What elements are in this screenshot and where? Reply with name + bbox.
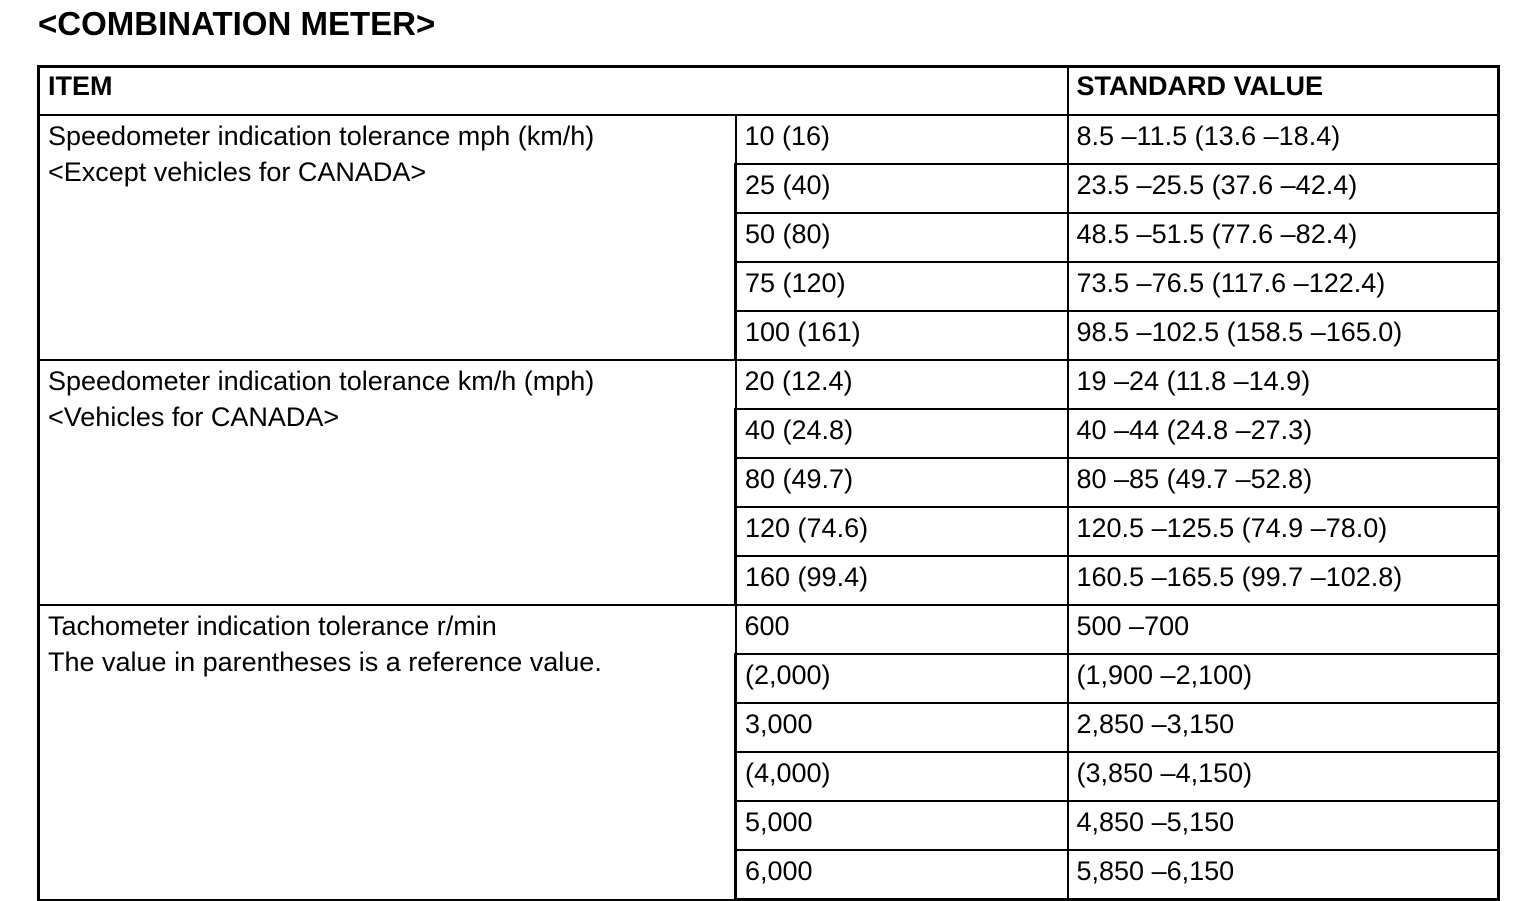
standard-value-cell: (3,850 –4,150) (1068, 752, 1499, 801)
standard-value-cell: 2,850 –3,150 (1068, 703, 1499, 752)
condition-cell: 80 (49.7) (736, 458, 1068, 507)
item-description-line: The value in parentheses is a reference value. (48, 647, 602, 677)
table-header-row (39, 67, 1499, 116)
standard-value-cell: 5,850 –6,150 (1068, 850, 1499, 900)
item-description-line: <Except vehicles for CANADA> (48, 157, 427, 187)
item-description-line: Speedometer indication tolerance km/h (mph) (48, 366, 595, 396)
condition-cell: 10 (16) (736, 115, 1068, 164)
condition-cell: 160 (99.4) (736, 556, 1068, 605)
condition-cell: 25 (40) (736, 164, 1068, 213)
item-description-cell (39, 605, 736, 900)
table-row (39, 605, 1499, 654)
condition-cell: 40 (24.8) (736, 409, 1068, 458)
item-description-line: <Vehicles for CANADA> (48, 402, 340, 432)
standard-value-cell: 500 –700 (1068, 605, 1499, 654)
condition-cell: 5,000 (736, 801, 1068, 850)
standard-value-cell: 40 –44 (24.8 –27.3) (1068, 409, 1499, 458)
condition-cell: 50 (80) (736, 213, 1068, 262)
standard-value-cell: 73.5 –76.5 (117.6 –122.4) (1068, 262, 1499, 311)
standard-value-cell: 8.5 –11.5 (13.6 –18.4) (1068, 115, 1499, 164)
page-title: <COMBINATION METER> (38, 5, 436, 42)
standard-value-cell: 48.5 –51.5 (77.6 –82.4) (1068, 213, 1499, 262)
item-description-cell (39, 115, 736, 360)
standard-value-cell: 160.5 –165.5 (99.7 –102.8) (1068, 556, 1499, 605)
condition-cell: 100 (161) (736, 311, 1068, 360)
item-description-cell (39, 360, 736, 605)
table-row (39, 360, 1499, 409)
condition-cell: (2,000) (736, 654, 1068, 703)
item-description-line: Tachometer indication tolerance r/min (48, 611, 497, 641)
standard-value-cell: (1,900 –2,100) (1068, 654, 1499, 703)
table-body (39, 115, 1499, 900)
standard-value-cell: 120.5 –125.5 (74.9 –78.0) (1068, 507, 1499, 556)
condition-cell: 20 (12.4) (736, 360, 1068, 409)
standard-value-cell: 19 –24 (11.8 –14.9) (1068, 360, 1499, 409)
item-description-line: Speedometer indication tolerance mph (km/h) (48, 121, 595, 151)
header-item: ITEM (39, 67, 1068, 116)
standard-value-cell: 23.5 –25.5 (37.6 –42.4) (1068, 164, 1499, 213)
condition-cell: (4,000) (736, 752, 1068, 801)
condition-cell: 75 (120) (736, 262, 1068, 311)
header-standard-value: STANDARD VALUE (1068, 67, 1499, 116)
combination-meter-spec-table (37, 65, 1500, 901)
standard-value-cell: 4,850 –5,150 (1068, 801, 1499, 850)
condition-cell: 3,000 (736, 703, 1068, 752)
condition-cell: 600 (736, 605, 1068, 654)
condition-cell: 120 (74.6) (736, 507, 1068, 556)
table-row (39, 115, 1499, 164)
condition-cell: 6,000 (736, 850, 1068, 900)
standard-value-cell: 98.5 –102.5 (158.5 –165.0) (1068, 311, 1499, 360)
standard-value-cell: 80 –85 (49.7 –52.8) (1068, 458, 1499, 507)
